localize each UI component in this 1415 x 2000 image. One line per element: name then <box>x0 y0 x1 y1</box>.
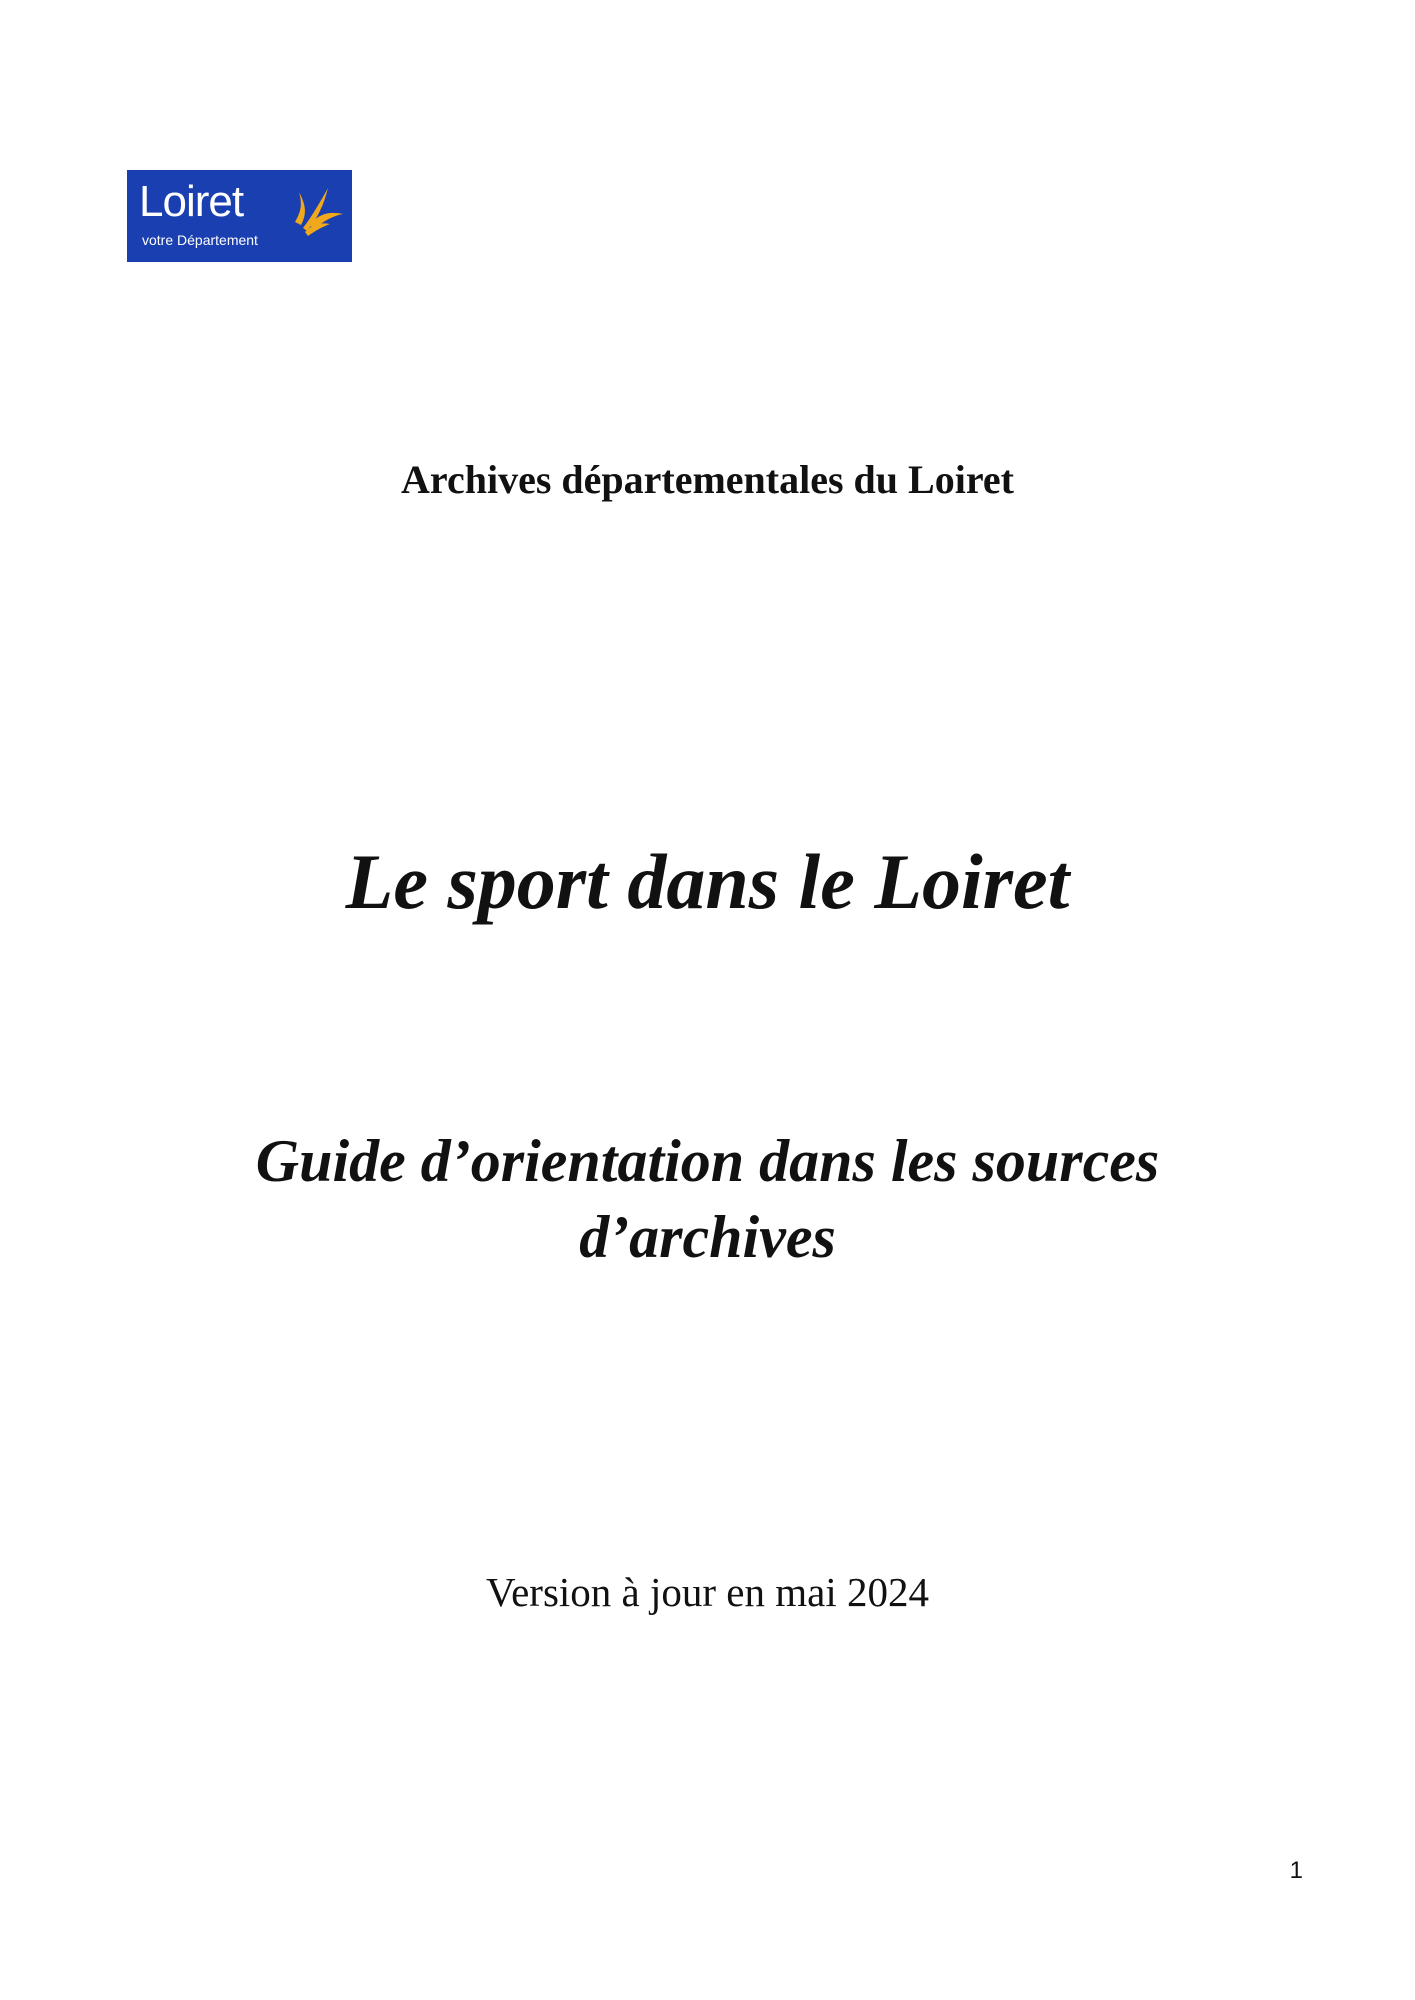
document-title: Le sport dans le Loiret <box>345 838 1070 925</box>
logo-tagline: votre Département <box>142 232 258 248</box>
logo-name: Loiret <box>139 177 244 226</box>
loiret-logo <box>127 170 352 262</box>
version-note: Version à jour en mai 2024 <box>486 1569 929 1615</box>
wheat-sprig-icon <box>285 180 347 240</box>
subtitle-line-1: Guide d’orientation dans les sources <box>255 1128 1160 1194</box>
subtitle-line-2: d’archives <box>579 1204 836 1270</box>
document-subtitle <box>0 1123 1415 1275</box>
page-number: 1 <box>1289 1857 1303 1884</box>
institution-heading: Archives départementales du Loiret <box>401 457 1014 502</box>
